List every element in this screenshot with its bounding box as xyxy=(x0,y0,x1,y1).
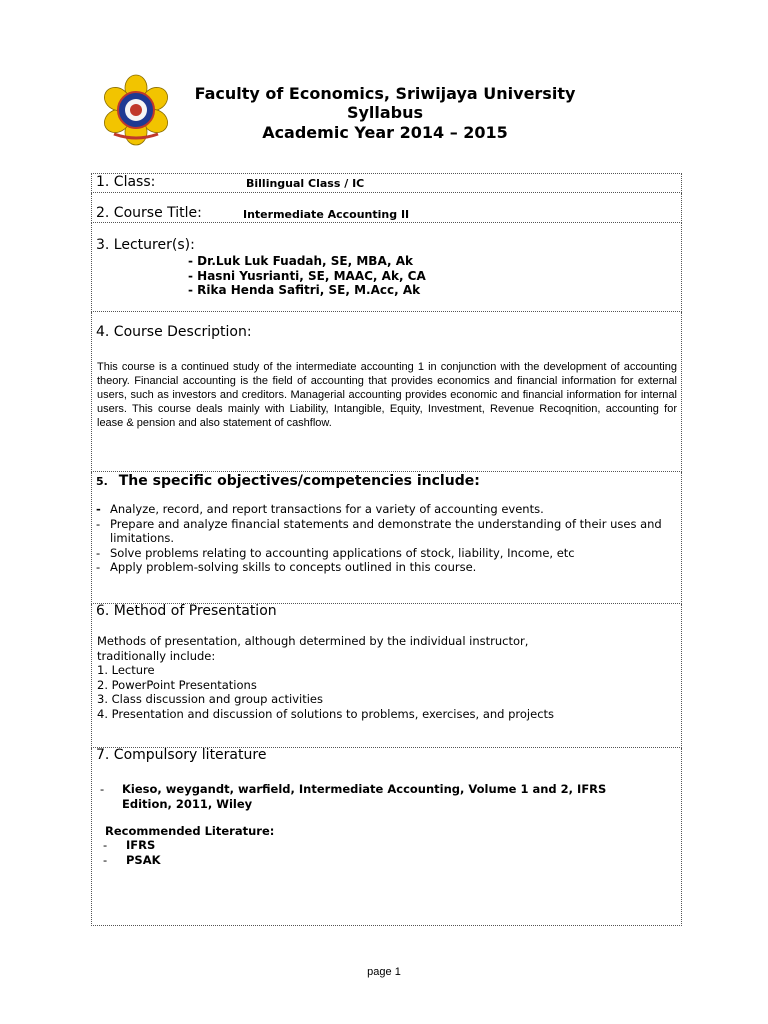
document-type: Syllabus xyxy=(346,103,424,122)
lecturers-section xyxy=(91,223,682,312)
lecturers-label: 3. Lecturer(s): xyxy=(96,237,195,253)
objectives-number: 5. xyxy=(96,475,108,488)
objective-bullet: - xyxy=(96,560,101,574)
recommended-text: PSAK xyxy=(126,852,161,867)
document-header xyxy=(150,84,620,144)
method-body xyxy=(97,634,677,721)
lecturer-item: - Rika Henda Safitri, SE, M.Acc, Ak xyxy=(188,283,421,297)
recommended-item xyxy=(103,838,161,853)
faculty-title: Faculty of Economics, Sriwijaya University xyxy=(194,84,576,103)
objective-item xyxy=(96,502,676,517)
literature-section xyxy=(91,748,682,926)
objectives-section xyxy=(91,472,682,604)
compulsory-bullet: - xyxy=(100,782,105,796)
compulsory-item xyxy=(100,782,606,797)
lecturer-item: - Hasni Yusrianti, SE, MAAC, Ak, CA xyxy=(188,268,426,283)
objective-text: Solve problems relating to accounting applications of stock, liability, Income, etc xyxy=(110,545,575,560)
academic-year: Academic Year 2014 – 2015 xyxy=(262,123,508,142)
class-section xyxy=(91,173,682,193)
course-title-value: Intermediate Accounting II xyxy=(243,208,410,221)
objective-bullet: - xyxy=(96,516,101,531)
recommended-label: Recommended Literature: xyxy=(105,824,275,838)
course-title-section xyxy=(91,193,682,223)
objective-text: Apply problem-solving skills to concepts outlined in this course. xyxy=(110,560,477,574)
lecturer-list xyxy=(188,254,426,298)
recommended-item xyxy=(103,853,161,868)
objectives-list xyxy=(96,502,676,575)
recommended-literature xyxy=(105,824,274,839)
class-label: 1. Class: xyxy=(96,174,156,190)
compulsory-item-cont xyxy=(100,797,606,812)
class-value: Billingual Class / IC xyxy=(246,177,365,190)
page-number: page 1 xyxy=(367,966,401,978)
compulsory-line: Edition, 2011, Wiley xyxy=(122,796,253,811)
method-label: 6. Method of Presentation xyxy=(96,603,277,619)
recommended-list xyxy=(103,838,161,867)
compulsory-literature xyxy=(100,782,606,811)
objective-item xyxy=(96,517,676,546)
course-title-label: 2. Course Title: xyxy=(96,205,202,221)
course-description-section xyxy=(91,312,682,472)
method-item: 2. PowerPoint Presentations xyxy=(97,677,257,692)
method-intro: traditionally include: xyxy=(97,648,216,663)
recommended-bullet: - xyxy=(103,838,108,852)
compulsory-line: Kieso, weygandt, warfield, Intermediate Accounting, Volume 1 and 2, IFRS xyxy=(122,782,607,796)
course-description-text: This course is a continued study of the intermediate accounting 1 in conjunction with the development of accounting theory. Financial accounting is the field of accounting that provides economics and financial information for external users, such as investors and creditors. Managerial accounting provides economic and financial information for internal users. This course deals mainly with Liability, Intangible, Equity, Investment, Revenue Recoqnition, accounting for lease & pension and also statement of cashflow. xyxy=(97,361,677,429)
recommended-bullet: - xyxy=(103,852,108,867)
objective-item xyxy=(96,546,676,561)
method-item: 1. Lecture xyxy=(97,663,155,677)
recommended-text: IFRS xyxy=(126,838,156,852)
method-item: 4. Presentation and discussion of solutions to problems, exercises, and projects xyxy=(97,706,555,721)
objectives-heading xyxy=(96,473,480,489)
method-item: 3. Class discussion and group activities xyxy=(97,692,323,706)
course-description-label: 4. Course Description: xyxy=(96,324,252,340)
method-section xyxy=(91,604,682,748)
objective-bullet: - xyxy=(96,502,101,516)
objective-bullet: - xyxy=(96,545,101,560)
objective-text: Analyze, record, and report transactions for a variety of accounting events. xyxy=(110,502,544,516)
objective-item xyxy=(96,560,676,575)
objective-text: Prepare and analyze financial statements and demonstrate the understanding of their uses and limitations. xyxy=(110,516,662,545)
method-intro: Methods of presentation, although determined by the individual instructor, xyxy=(97,634,529,648)
literature-label: 7. Compulsory literature xyxy=(96,747,267,763)
objectives-label: The specific objectives/competencies include: xyxy=(118,473,480,489)
lecturer-item: - Dr.Luk Luk Fuadah, SE, MBA, Ak xyxy=(188,254,413,268)
